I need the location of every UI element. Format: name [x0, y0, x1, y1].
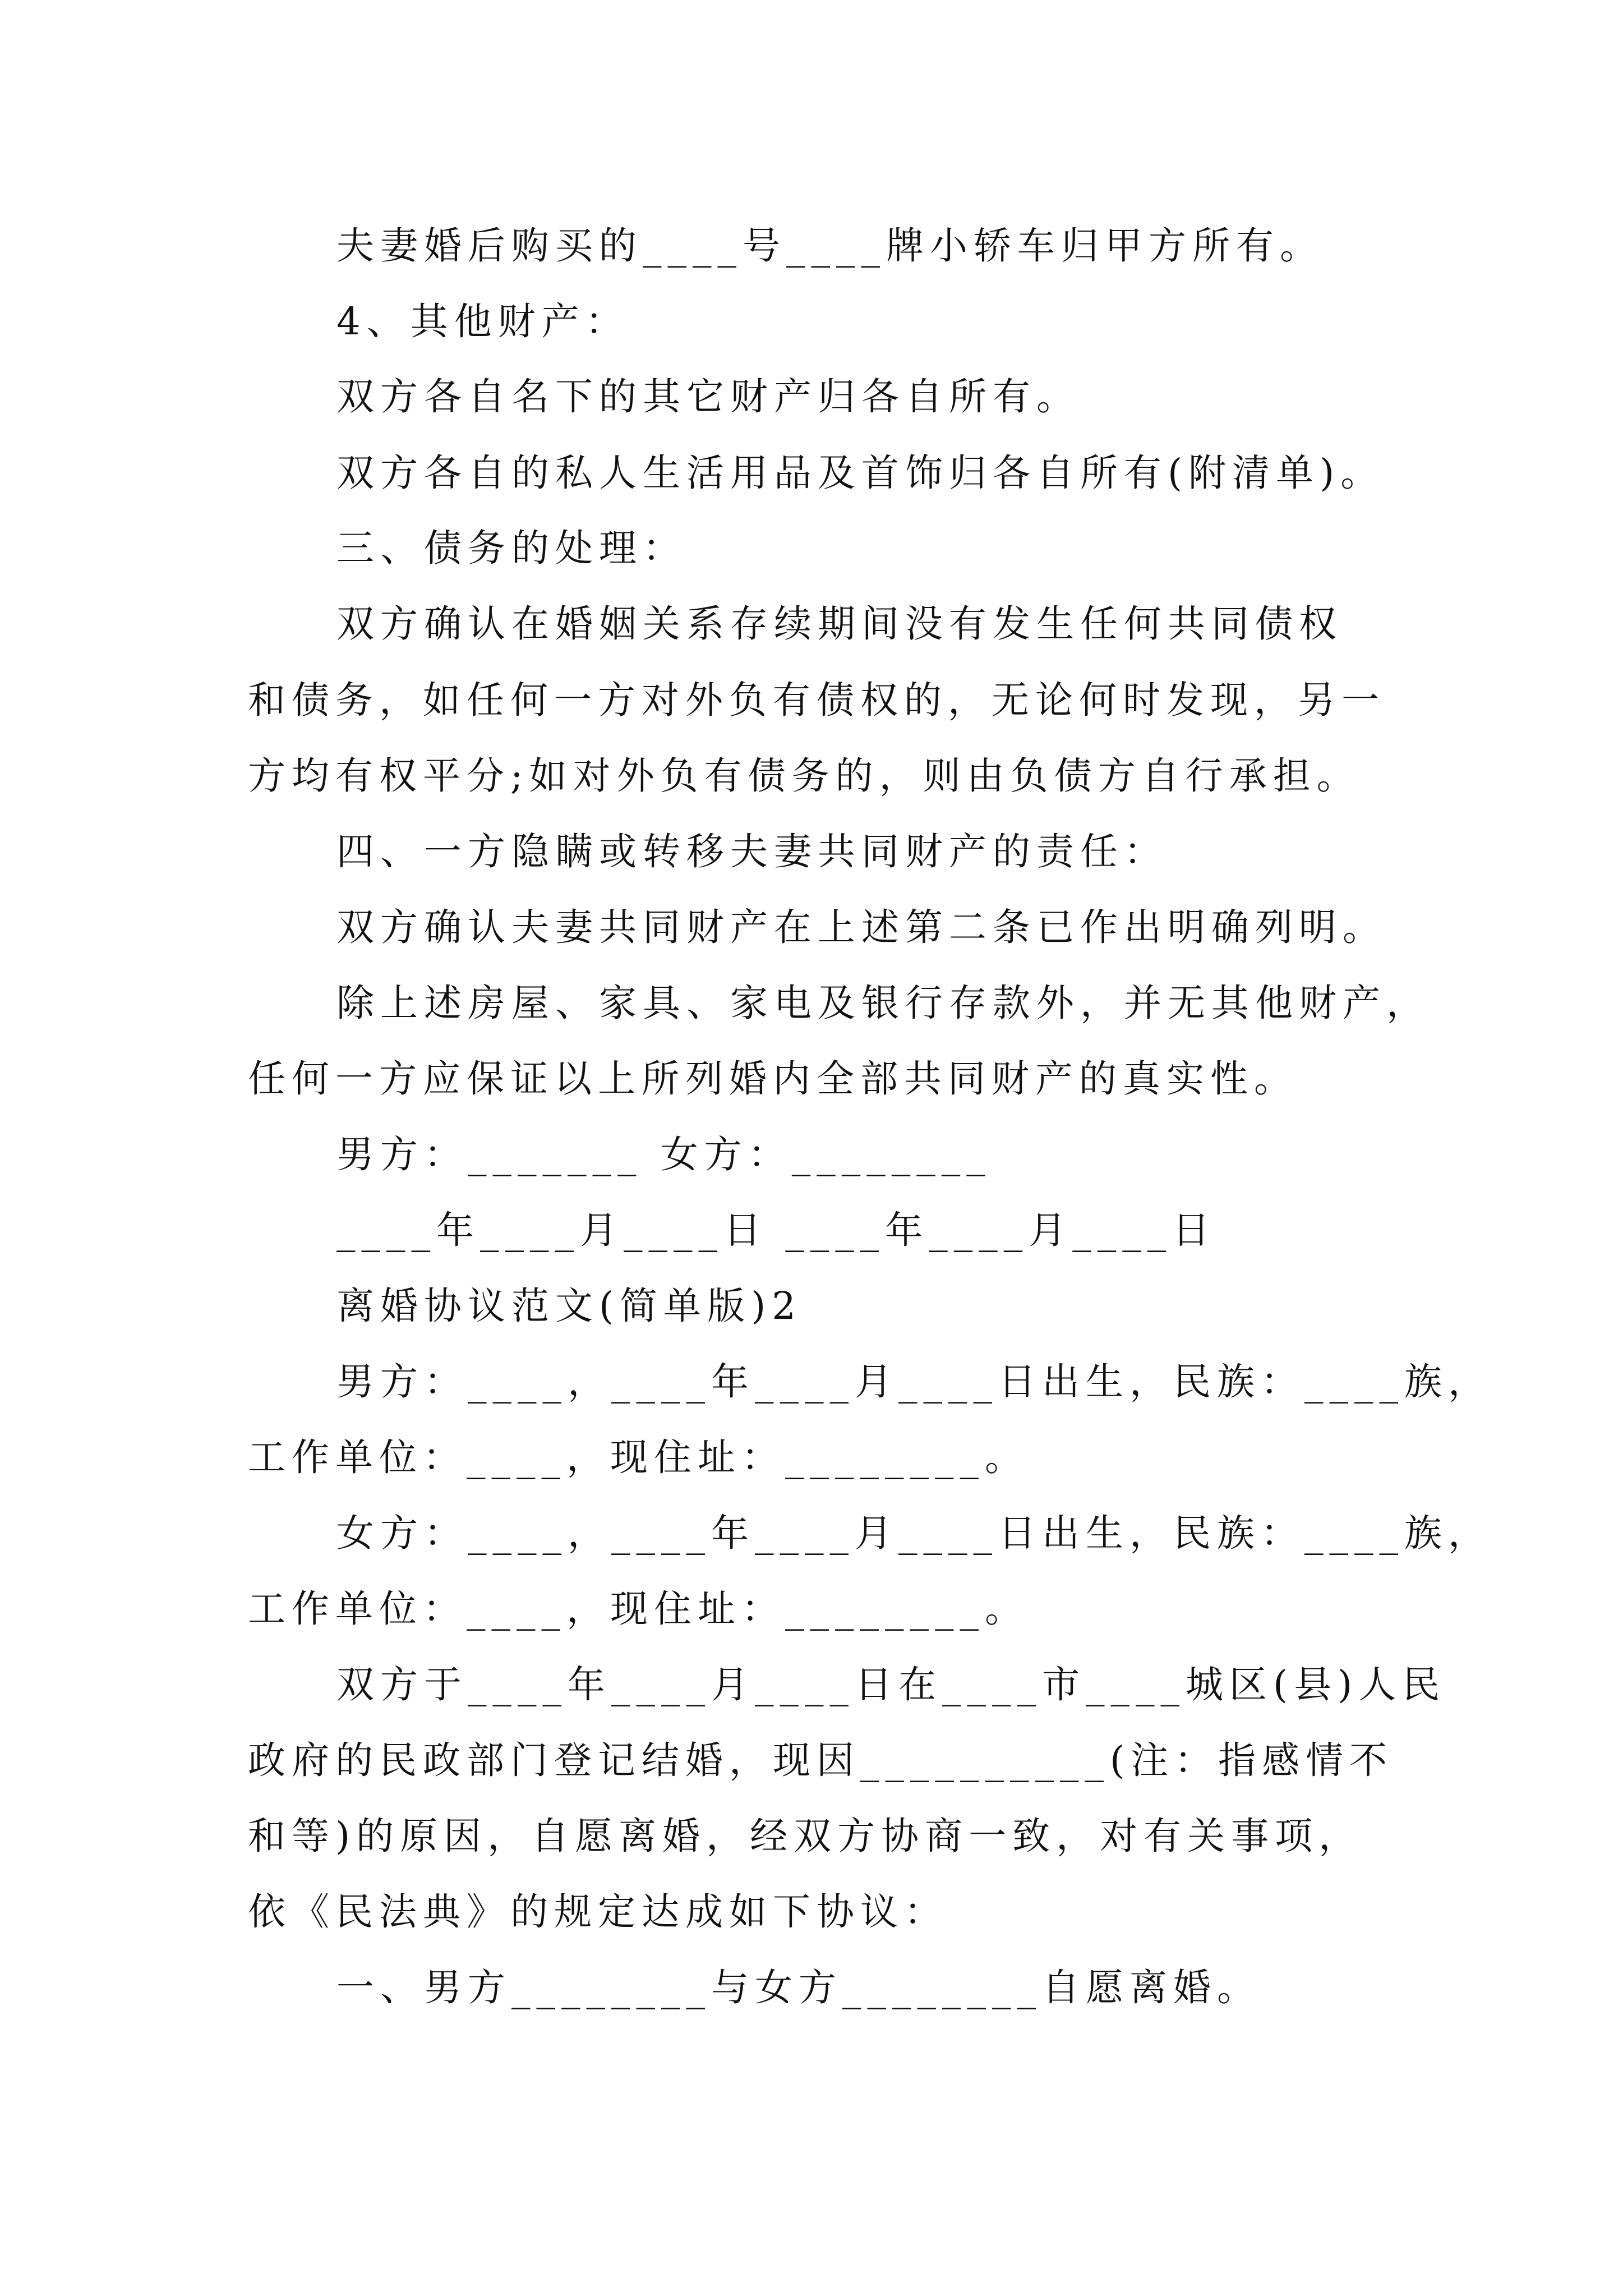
- section-heading: 三、债务的处理：: [336, 526, 686, 570]
- paragraph-line: 双方各自的私人生活用品及首饰归各自所有(附清单)。: [336, 451, 1385, 495]
- paragraph-line: 任何一方应保证以上所列婚内全部共同财产的真实性。: [248, 1057, 1298, 1101]
- signature-line: 男方：_______ 女方：________: [336, 1133, 992, 1176]
- document-subtitle: 离婚协议范文(简单版)2: [336, 1284, 802, 1328]
- paragraph-line: 除上述房屋、家具、家电及银行存款外，并无其他财产，: [336, 981, 1430, 1025]
- paragraph-line: 双方各自名下的其它财产归各自所有。: [336, 375, 1080, 418]
- section-heading: 4、其他财产：: [336, 300, 629, 343]
- paragraph-line: 方均有权平分;如对外负有债务的，则由负债方自行承担。: [248, 754, 1361, 798]
- paragraph-line: 双方确认夫妻共同财产在上述第二条已作出明确列明。: [336, 905, 1386, 949]
- section-heading: 四、一方隐瞒或转移夫妻共同财产的责任：: [336, 830, 1168, 873]
- paragraph-line: 双方于____年____月____日在____市____城区(县)人民: [336, 1663, 1446, 1706]
- paragraph-line: 和债务，如任何一方对外负有债权的，无论何时发现，另一: [248, 678, 1385, 722]
- paragraph-line: 双方确认在婚姻关系存续期间没有发生任何共同债权: [336, 602, 1343, 646]
- paragraph-line: 政府的民政部门登记结婚，现因__________(注：指感情不: [248, 1738, 1394, 1782]
- paragraph-line: 夫妻婚后购买的____号____牌小轿车归甲方所有。: [336, 224, 1324, 268]
- paragraph-line: 工作单位：____，现住址：________。: [248, 1435, 1029, 1479]
- paragraph-line: 一、男方________与女方________自愿离婚。: [336, 1966, 1261, 2009]
- paragraph-line: 和等)的原因，自愿离婚，经双方协商一致，对有关事项，: [248, 1814, 1363, 1858]
- date-line: ____年____月____日 ____年____月____日: [336, 1208, 1216, 1252]
- paragraph-line: 男方：____，____年____月____日出生，民族：____族，: [336, 1360, 1492, 1404]
- paragraph-line: 工作单位：____，现住址：________。: [248, 1587, 1029, 1631]
- paragraph-line: 女方：____，____年____月____日出生，民族：____族，: [336, 1511, 1492, 1555]
- paragraph-line: 依《民法典》的规定达成如下协议：: [248, 1890, 948, 1934]
